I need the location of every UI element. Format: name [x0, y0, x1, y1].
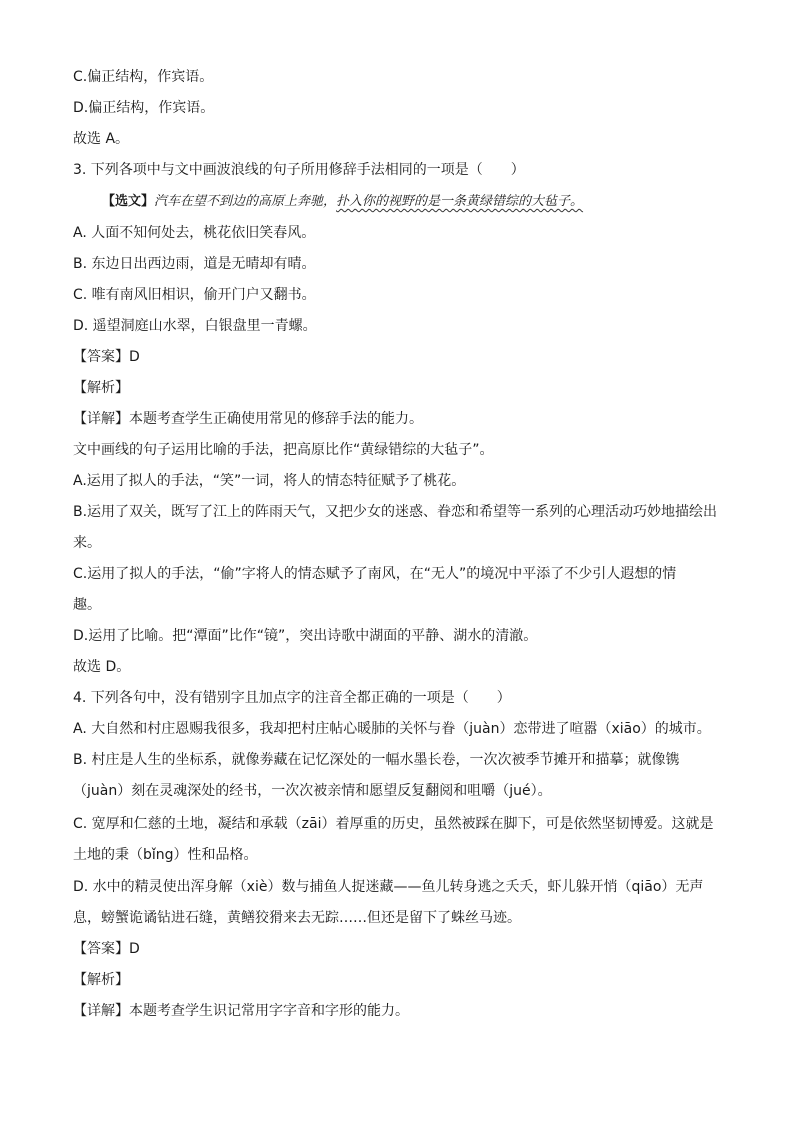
q3-option-b: B. 东边日出西边雨，道是无晴却有晴。 — [73, 256, 316, 272]
q4-answer: 【答案】D — [73, 941, 140, 957]
quoted-excerpt — [102, 192, 734, 212]
q4-detail: 【详解】本题考查学生识记常用字字音和字形的能力。 — [73, 1003, 409, 1019]
q4-option-d-cont: 息，螃蟹诡谲钻进石缝，黄鳝狡猾来去无踪……但还是留下了蛛丝马迹。 — [73, 910, 521, 926]
q3-detail: 【详解】本题考查学生正确使用常见的修辞手法的能力。 — [73, 411, 423, 427]
excerpt-plain: 汽车在望不到边的高原上奔驰， — [154, 194, 337, 209]
q3-explanation: 文中画线的句子运用比喻的手法，把高原比作“黄绿错综的大毡子”。 — [73, 442, 494, 458]
option-c-answer: C.偏正结构，作宾语。 — [73, 69, 214, 85]
question-4: 4. 下列各句中，没有错别字且加点字的注音全都正确的一项是（ ） — [73, 690, 511, 706]
excerpt-wavy-underline: 扑入你的视野的是一条黄绿错综的大毡子。 — [336, 194, 584, 209]
q4-option-b: B. 村庄是人生的坐标系，就像劵藏在记忆深处的一幅水墨长卷，一次次被季节摊开和描摹；就像镌 — [73, 752, 680, 768]
q3-analysis-heading: 【解析】 — [73, 380, 129, 396]
q3-answer: 【答案】D — [73, 349, 140, 365]
excerpt-tag: 【选文】 — [102, 194, 155, 209]
q3-option-d: D. 遥望洞庭山水翠，白银盘里一青螺。 — [73, 318, 317, 334]
choice-result: 故选 A。 — [73, 131, 130, 147]
q4-analysis-heading: 【解析】 — [73, 972, 129, 988]
q3-option-c: C. 唯有南风旧相识，偷开门户又翻书。 — [73, 287, 316, 303]
q3-result: 故选 D。 — [73, 659, 131, 675]
q3-explain-b: B.运用了双关，既写了江上的阵雨天气，又把少女的迷惑、眷恋和希望等一系列的心理活动巧妙地描绘出 — [73, 504, 718, 520]
question-3: 3. 下列各项中与文中画波浪线的句子所用修辞手法相同的一项是（ ） — [73, 162, 525, 178]
q3-explain-c: C.运用了拟人的手法，“偷”字将人的情态赋予了南风，在“无人”的境况中平添了不少引人遐想的情 — [73, 566, 677, 582]
q4-option-d: D. 水中的精灵使出浑身解（xiè）数与捕鱼人捉迷藏——鱼儿转身逃之夭夭，虾儿躲开悄（qiāo）无声 — [73, 879, 704, 895]
q3-explain-d: D.运用了比喻。把“潭面”比作“镜”，突出诗歌中湖面的平静、湖水的清澈。 — [73, 628, 538, 644]
q4-option-b-cont: （juàn）刻在灵魂深处的经书，一次次被亲情和愿望反复翻阅和咀嚼（jué）。 — [73, 783, 552, 799]
q3-option-a: A. 人面不知何处去，桃花依旧笑春风。 — [73, 225, 316, 241]
q3-explain-c-cont: 趣。 — [73, 597, 101, 613]
q4-option-c: C. 宽厚和仁慈的土地，凝结和承载（zāi）着厚重的历史，虽然被踩在脚下，可是依然坚韧博爱。这就是 — [73, 816, 714, 832]
q3-explain-a: A.运用了拟人的手法，“笑”一词，将人的情态特征赋予了桃花。 — [73, 473, 466, 489]
q3-explain-b-cont: 来。 — [73, 535, 101, 551]
option-d-answer: D.偏正结构，作宾语。 — [73, 100, 215, 116]
q4-option-a: A. 大自然和村庄恩赐我很多，我却把村庄帖心暖肺的关怀与眷（juàn）恋带进了喧嚣（xiāo）的城市。 — [73, 721, 711, 737]
q4-option-c-cont: 土地的秉（bǐng）性和品格。 — [73, 847, 258, 863]
